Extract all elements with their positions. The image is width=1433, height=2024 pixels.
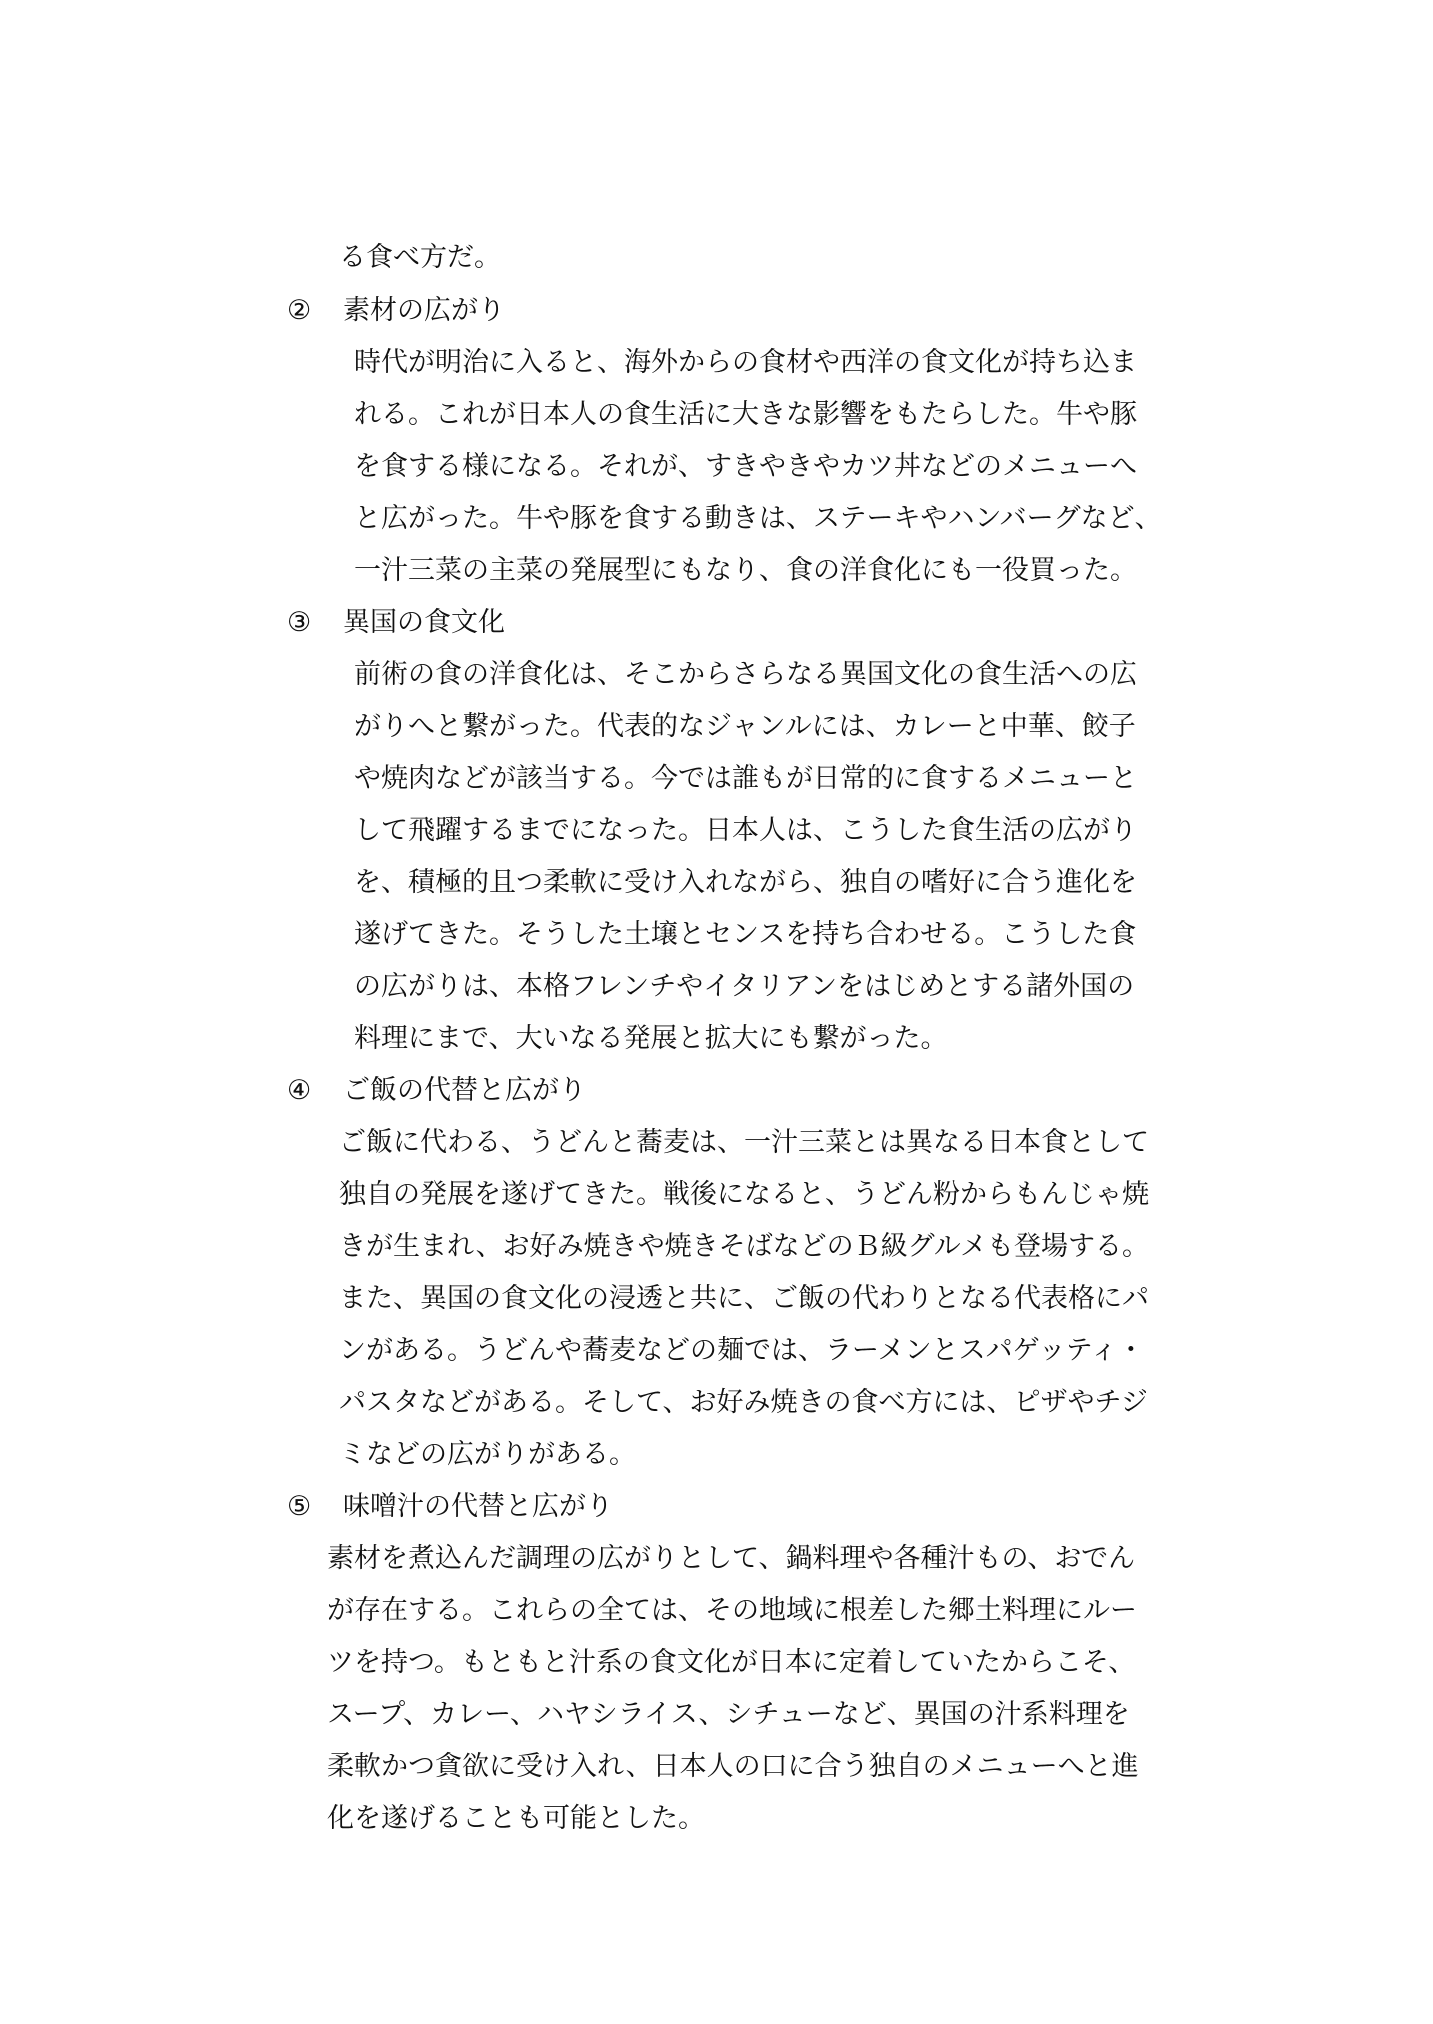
section-title: 異国の食文化 <box>343 607 505 638</box>
section-title: 素材の広がり <box>343 295 505 326</box>
section-title: ご飯の代替と広がり <box>343 1075 586 1106</box>
paragraph-line: ンがある。うどんや蕎麦などの麺では、ラーメンとスパゲッティ・ <box>339 1335 1145 1366</box>
paragraph-line: 時代が明治に入ると、海外からの食材や西洋の食文化が持ち込ま <box>354 347 1137 378</box>
paragraph-line: ツを持つ。もともと汁系の食文化が日本に定着していたからこそ、 <box>327 1647 1136 1678</box>
section-heading <box>287 605 505 641</box>
paragraph-line: 料理にまで、大いなる発展と拡大にも繋がった。 <box>354 1023 948 1054</box>
paragraph-line: スープ、カレー、ハヤシライス、シチューなど、異国の汁系料理を <box>327 1699 1130 1730</box>
paragraph-line: と広がった。牛や豚を食する動きは、ステーキやハンバーグなど、 <box>354 503 1162 534</box>
paragraph-line: ご飯に代わる、うどんと蕎麦は、一汁三菜とは異なる日本食として <box>339 1127 1149 1158</box>
section-number: ④ <box>287 1075 312 1106</box>
paragraph-line: 化を遂げることも可能とした。 <box>327 1803 705 1834</box>
paragraph-line: ミなどの広がりがある。 <box>339 1439 636 1470</box>
paragraph-line: が存在する。これらの全ては、その地域に根差した郷土料理にルー <box>327 1595 1137 1626</box>
paragraph-line: パスタなどがある。そして、お好み焼きの食べ方には、ピザやチジ <box>339 1387 1148 1418</box>
paragraph-line: を、積極的且つ柔軟に受け入れながら、独自の嗜好に合う進化を <box>354 867 1137 898</box>
section-number: ② <box>287 295 312 326</box>
section-number: ③ <box>287 607 312 638</box>
paragraph-line: がりへと繋がった。代表的なジャンルには、カレーと中華、餃子 <box>354 711 1136 742</box>
intro-line: る食べ方だ。 <box>339 242 501 273</box>
paragraph-line: 遂げてきた。そうした土壌とセンスを持ち合わせる。こうした食 <box>354 919 1137 950</box>
paragraph-line: や焼肉などが該当する。今では誰もが日常的に食するメニューと <box>354 763 1137 794</box>
section-heading <box>287 1489 613 1525</box>
paragraph-line: また、異国の食文化の浸透と共に、ご飯の代わりとなる代表格にパ <box>339 1283 1149 1314</box>
section-heading <box>287 1073 586 1109</box>
paragraph-line: きが生まれ、お好み焼きや焼きそばなどのＢ級グルメも登場する。 <box>339 1231 1149 1262</box>
section-number: ⑤ <box>287 1491 312 1522</box>
paragraph-line: 一汁三菜の主菜の発展型にもなり、食の洋食化にも一役買った。 <box>354 555 1137 586</box>
section-heading <box>287 293 505 329</box>
paragraph-line: 前術の食の洋食化は、そこからさらなる異国文化の食生活への広 <box>354 659 1137 690</box>
paragraph-line: 柔軟かつ貪欲に受け入れ、日本人の口に合う独自のメニューへと進 <box>327 1751 1139 1782</box>
paragraph-line: を食する様になる。それが、すきやきやカツ丼などのメニューへ <box>354 451 1137 482</box>
section-title: 味噌汁の代替と広がり <box>343 1491 613 1522</box>
paragraph-line: 独自の発展を遂げてきた。戦後になると、うどん粉からもんじゃ焼 <box>339 1179 1149 1210</box>
paragraph-line: れる。これが日本人の食生活に大きな影響をもたらした。牛や豚 <box>354 399 1137 430</box>
paragraph-line: の広がりは、本格フレンチやイタリアンをはじめとする諸外国の <box>354 971 1135 1002</box>
paragraph-line: して飛躍するまでになった。日本人は、こうした食生活の広がり <box>354 815 1137 846</box>
paragraph-line: 素材を煮込んだ調理の広がりとして、鍋料理や各種汁もの、おでん <box>327 1543 1136 1574</box>
